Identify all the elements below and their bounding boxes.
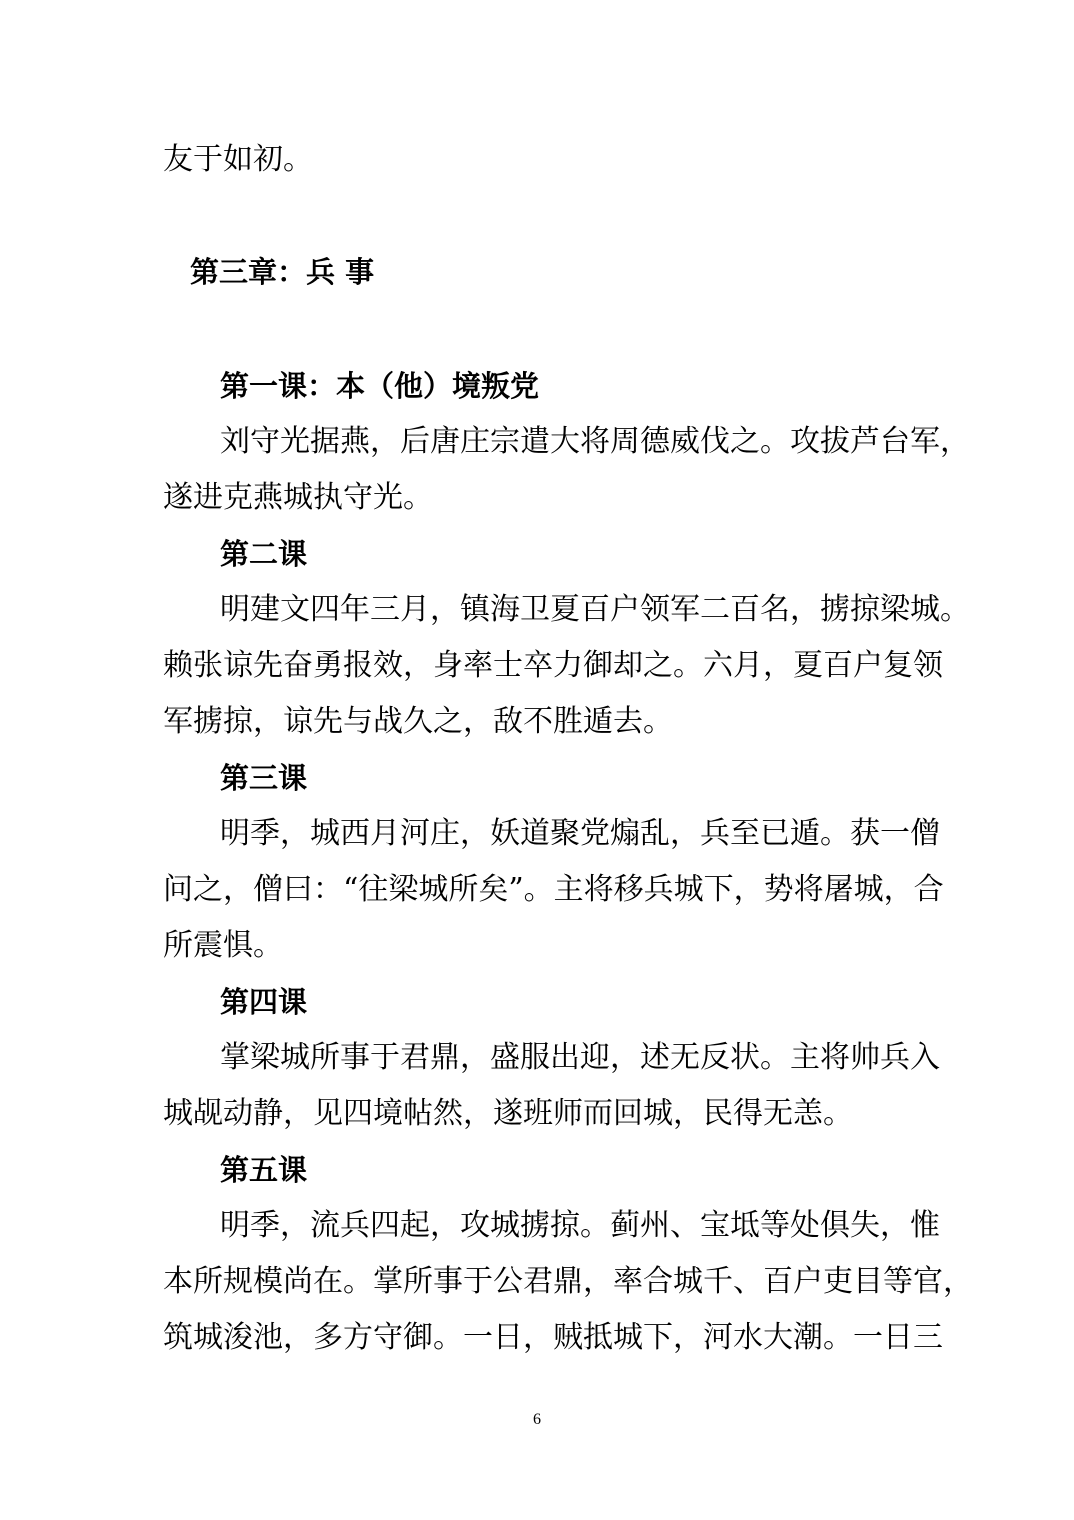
- lesson-4-line-1: 掌梁城所事于君鼎，盛服出迎，述无反状。主将帅兵入: [220, 1040, 940, 1075]
- lesson-3-title: 第三课: [220, 761, 308, 795]
- lesson-3-line-2: 问之，僧曰：“往梁城所矣”。主将移兵城下，势将屠城，合: [163, 872, 944, 907]
- lesson-1-title: 第一课：本（他）境叛党: [220, 369, 540, 403]
- chapter-title: 第三章：兵 事: [190, 255, 375, 289]
- lesson-4-title: 第四课: [220, 985, 308, 1019]
- page-number: 6: [533, 1411, 541, 1428]
- lesson-2-line-1: 明建文四年三月，镇海卫夏百户领军二百名，掳掠梁城。: [220, 592, 970, 627]
- lesson-5-line-1: 明季，流兵四起，攻城掳掠。蓟州、宝坻等处俱失，惟: [220, 1208, 940, 1243]
- lesson-5-line-3: 筑城浚池，多方守御。一日，贼抵城下，河水大潮。一日三: [163, 1320, 943, 1355]
- lesson-2-line-2: 赖张谅先奋勇报效，身率士卒力御却之。六月，夏百户复领: [163, 648, 943, 683]
- lesson-5-title: 第五课: [220, 1153, 308, 1187]
- lesson-4-line-2: 城觇动静，见四境帖然，遂班师而回城，民得无恙。: [163, 1096, 853, 1131]
- lesson-5-line-2: 本所规模尚在。掌所事于公君鼎，率合城千、百户吏目等官，: [163, 1264, 973, 1299]
- lesson-3-line-3: 所震惧。: [163, 928, 283, 963]
- lesson-1-line-1: 刘守光据燕，后唐庄宗遣大将周德威伐之。攻拔芦台军，: [220, 424, 970, 459]
- continuation-line: 友于如初。: [163, 142, 313, 177]
- lesson-1-line-2: 遂进克燕城执守光。: [163, 480, 433, 515]
- lesson-2-line-3: 军掳掠，谅先与战久之，敌不胜遁去。: [163, 704, 673, 739]
- lesson-2-title: 第二课: [220, 537, 308, 571]
- lesson-3-line-1: 明季，城西月河庄，妖道聚党煽乱，兵至已遁。获一僧: [220, 816, 940, 851]
